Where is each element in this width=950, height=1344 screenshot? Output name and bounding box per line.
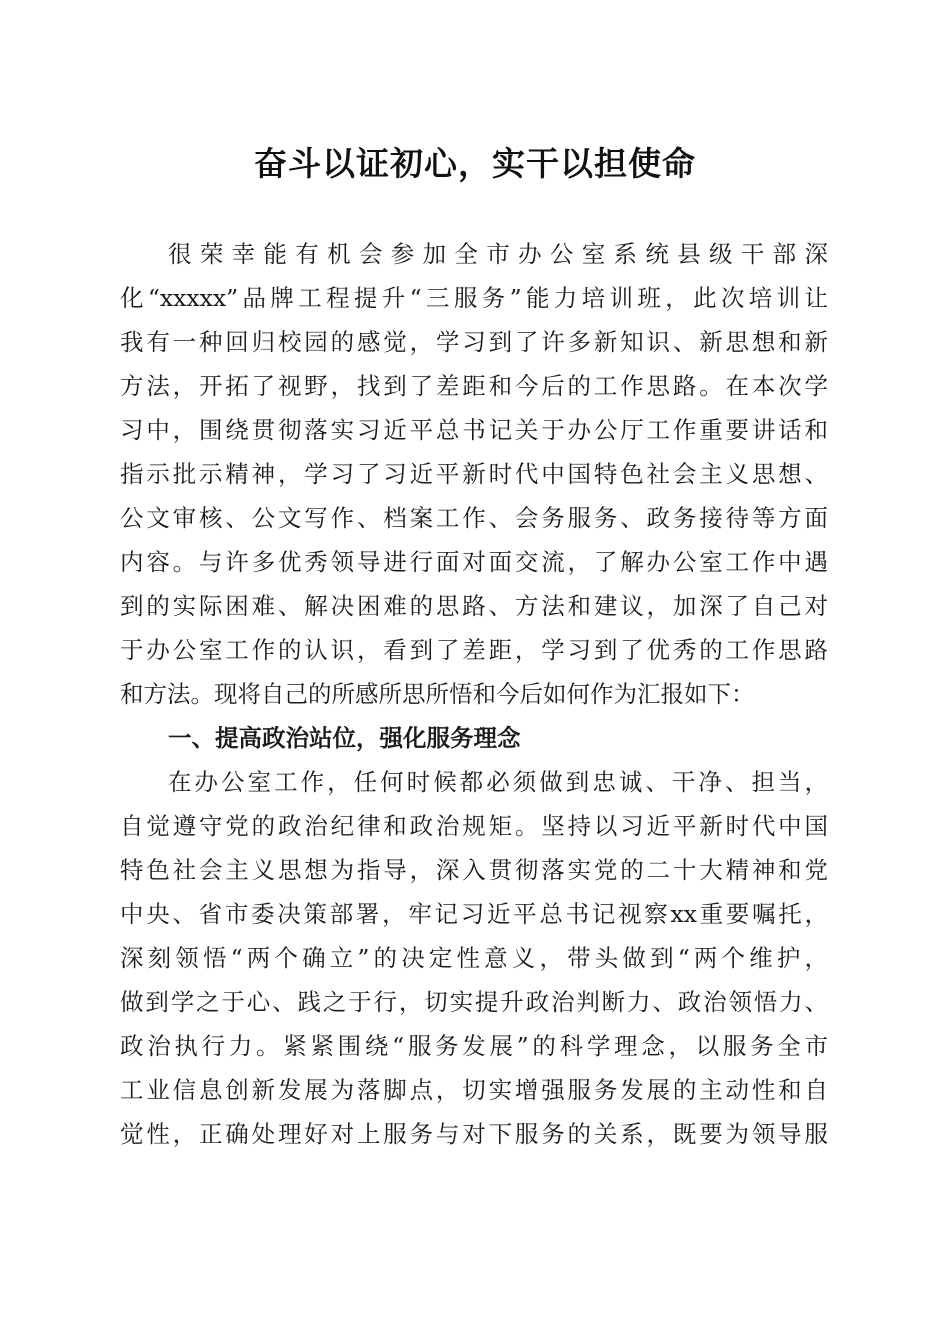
paragraph-line: 很荣幸能有机会参加全市办公室系统县级干部深 [168,240,828,268]
paragraph-line: 政治执行力。紧紧围绕“服务发展”的科学理念，以服务全市 [120,1032,828,1060]
document-body [120,232,828,1156]
paragraph-line: 工业信息创新发展为落脚点，切实增强服务发展的主动性和自 [120,1076,828,1104]
paragraph-line: 习中，围绕贯彻落实习近平总书记关于办公厅工作重要讲话和 [120,416,828,444]
section-heading: 一、提高政治站位，强化服务理念 [168,724,521,752]
paragraph-line: 在办公室工作，任何时候都必须做到忠诚、干净、担当， [168,768,828,796]
paragraph-line: 内容。与许多优秀领导进行面对面交流，了解办公室工作中遇 [120,548,828,576]
paragraph-line: 深刻领悟“两个确立”的决定性意义，带头做到“两个维护， [120,944,828,972]
paragraph-line: 化“xxxxx”品牌工程提升“三服务”能力培训班，此次培训让 [120,284,828,312]
paragraph-line: 方法，开拓了视野，找到了差距和今后的工作思路。在本次学 [120,372,828,400]
paragraph-line: 和方法。现将自己的所感所思所悟和今后如何作为汇报如下： [120,680,755,708]
paragraph-line: 到的实际困难、解决困难的思路、方法和建议，加深了自己对 [120,592,828,620]
document-title: 奋斗以证初心，实干以担使命 [254,144,696,183]
paragraph-line: 觉性，正确处理好对上服务与对下服务的关系，既要为领导服 [120,1120,828,1148]
paragraph-line: 中央、省市委决策部署，牢记习近平总书记视察xx重要嘱托， [120,900,828,928]
paragraph-line: 指示批示精神，学习了习近平新时代中国特色社会主义思想、 [120,460,828,488]
paragraph-line: 特色社会主义思想为指导，深入贯彻落实党的二十大精神和党 [120,856,828,884]
paragraph-line: 自觉遵守党的政治纪律和政治规矩。坚持以习近平新时代中国 [120,812,828,840]
paragraph-line: 我有一种回归校园的感觉，学习到了许多新知识、新思想和新 [120,328,828,356]
paragraph-line: 做到学之于心、践之于行，切实提升政治判断力、政治领悟力、 [120,988,828,1016]
paragraph-line: 公文审核、公文写作、档案工作、会务服务、政务接待等方面 [120,504,828,532]
paragraph-line: 于办公室工作的认识，看到了差距，学习到了优秀的工作思路 [120,636,828,664]
